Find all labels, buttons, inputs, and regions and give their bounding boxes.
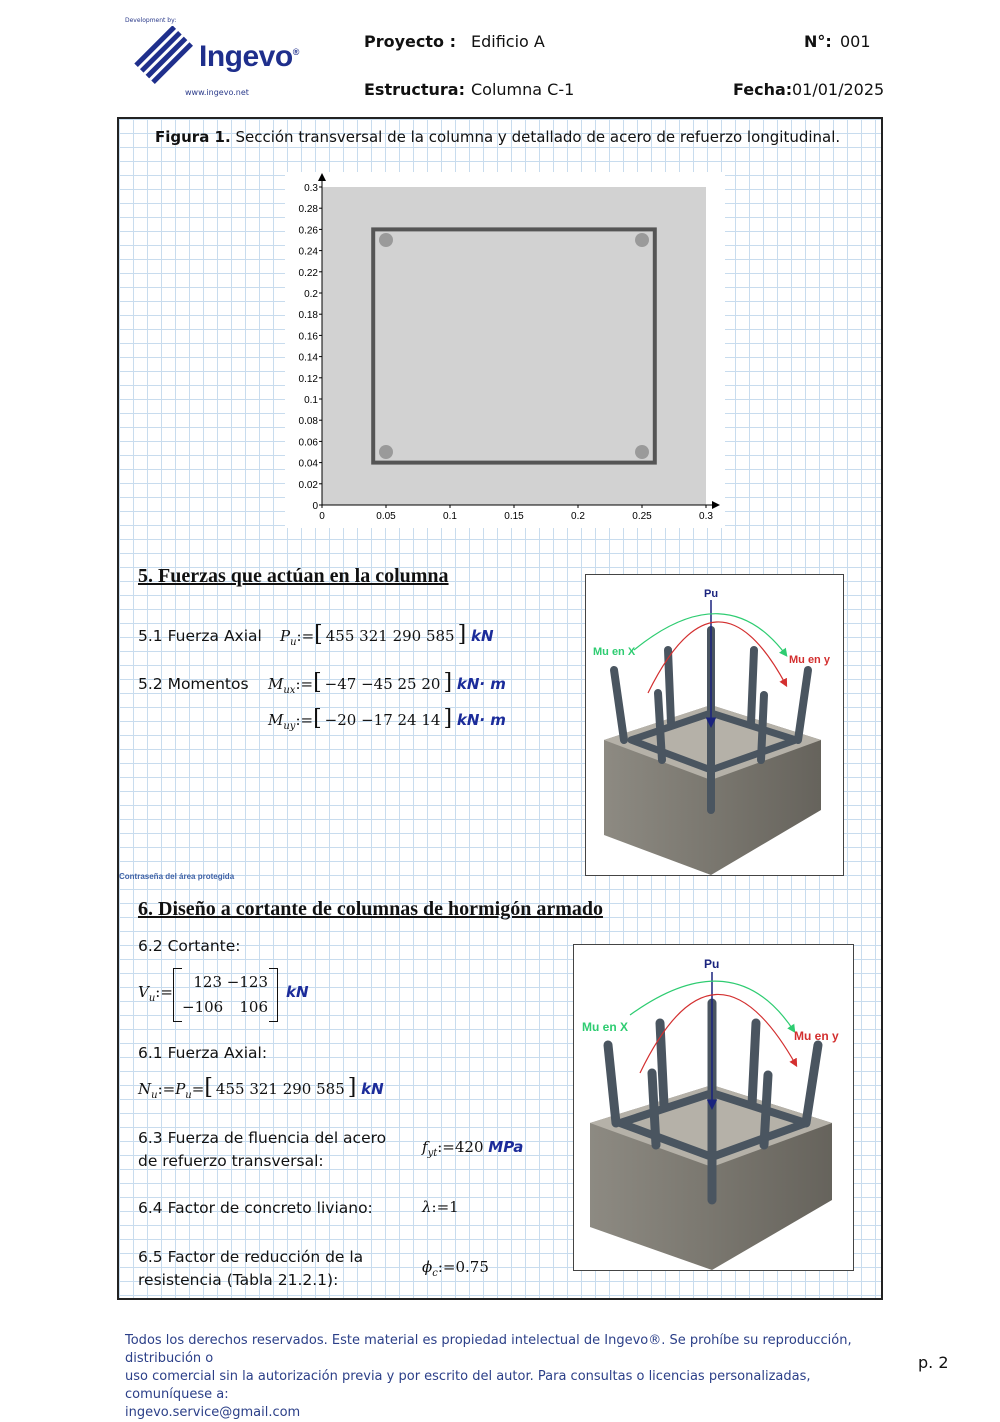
rebar-point-2: [635, 233, 649, 247]
concrete-section: [322, 187, 706, 505]
copyright-notice: Todos los derechos reservados. Este material es propiedad intelectual de Ingevo®. Se prohíbe su reproducción, distribución o uso comercial sin la autorización previa y por escrito del autor. Para consultas o licencias personalizadas, comuníquese a: ingevo.service@gmail.com: [125, 1332, 895, 1422]
fyt-equation: $f_{yt}:=420$ MPa: [422, 1138, 524, 1159]
x-tick-label: 0.25: [632, 511, 652, 522]
date-value: 01/01/2025: [792, 80, 885, 99]
website-link[interactable]: www.ingevo.net: [185, 88, 249, 97]
figure-caption: Figura 1. Sección transversal de la columna y detallado de acero de refuerzo longitudinal.: [155, 128, 841, 146]
y-tick-label: 0.08: [298, 416, 318, 428]
column-load-illustration: [585, 574, 844, 876]
nu-equation: $N_u:=P_u=$[ 455 321 290 585 ] kN: [138, 1075, 384, 1101]
structure-value: Columna C-1: [471, 80, 575, 99]
y-tick-label: 0.3: [304, 183, 318, 194]
number-label: N°:: [804, 32, 832, 51]
rebar-point-4: [635, 445, 649, 459]
lambda-equation: λ:=1: [422, 1198, 459, 1216]
brand-name: Ingevo®: [199, 40, 299, 73]
pu-equation: $P_u:=$[ 455 321 290 585 ] kN: [280, 622, 494, 648]
rebar-point-1: [379, 233, 393, 247]
shear-label: 6.2 Cortante:: [138, 937, 241, 955]
project-value: Edificio A: [471, 32, 545, 51]
mux-label-2: Mu en X: [582, 1020, 629, 1034]
date-label: Fecha:: [733, 80, 793, 99]
x-axis-arrow: [712, 501, 720, 509]
section-5-title: 5. Fuerzas que actúan en la columna: [138, 565, 449, 587]
lambda-label: 6.4 Factor de concreto liviano:: [138, 1199, 373, 1217]
rebar-point-3: [379, 445, 393, 459]
developed-by-label: Development by:: [125, 17, 177, 24]
contact-email[interactable]: ingevo.service@gmail.com: [125, 1405, 301, 1420]
mux-equation: $M_{ux}:=[ -47 -45$ 25 20 ] kN· m: [268, 670, 506, 696]
section-chart: [285, 172, 725, 528]
moments-label: 5.2 Momentos: [138, 675, 249, 693]
axial-force-label: 5.1 Fuerza Axial: [138, 627, 262, 645]
y-tick-label: 0.1: [304, 395, 318, 406]
x-tick-label: 0.05: [376, 511, 396, 522]
x-tick-label: 0.15: [504, 511, 524, 522]
ingevo-logo-icon: [133, 26, 195, 84]
muy-equation: $M_{uy}:=[ -20 -17$ 24 14 ] kN· m: [268, 706, 506, 732]
structure-label: Estructura:: [364, 80, 465, 99]
y-tick-label: 0.04: [298, 458, 318, 470]
y-tick-label: 0: [312, 501, 318, 512]
mux-label: Mu en X: [593, 646, 636, 658]
y-tick-label: 0.24: [298, 246, 318, 258]
y-tick-label: 0.2: [304, 289, 318, 300]
column-load-illustration-2: [573, 944, 854, 1271]
project-label: Proyecto :: [364, 32, 456, 51]
x-tick-label: 0.2: [571, 511, 585, 522]
y-tick-label: 0.18: [298, 310, 318, 322]
phi-equation: $\phi_c:=0.75$: [422, 1258, 489, 1279]
y-tick-label: 0.26: [298, 225, 318, 237]
y-tick-label: 0.28: [298, 204, 318, 216]
muy-label: Mu en y: [789, 654, 830, 666]
y-tick-label: 0.06: [298, 437, 318, 449]
y-tick-label: 0.16: [298, 331, 318, 343]
pu-label-2: Pu: [704, 957, 720, 971]
y-tick-label: 0.02: [298, 479, 318, 491]
y-tick-label: 0.14: [298, 352, 318, 364]
x-tick-label: 0.3: [699, 511, 713, 522]
axial-force-label-6: 6.1 Fuerza Axial:: [138, 1044, 268, 1062]
y-axis-arrow: [318, 173, 326, 181]
section-6-title: 6. Diseño a cortante de columnas de hormigón armado: [138, 898, 603, 920]
y-tick-label: 0.22: [298, 267, 318, 279]
y-tick-label: 0.12: [298, 373, 318, 385]
page-number: p. 2: [918, 1353, 949, 1372]
fyt-label: 6.3 Fuerza de fluencia del acero de refuerzo transversal:: [138, 1129, 387, 1170]
pu-label: Pu: [704, 588, 719, 600]
column-rebar-icon-2: [574, 945, 853, 1270]
x-tick-label: 0: [319, 511, 325, 522]
column-rebar-icon: [586, 575, 843, 875]
x-tick-label: 0.1: [443, 511, 457, 522]
phi-label: 6.5 Factor de reducción de la resistencia (Tabla 21.2.1):: [138, 1248, 364, 1289]
protected-area-note[interactable]: Contraseña del área protegida: [119, 872, 235, 881]
number-value: 001: [840, 32, 871, 51]
muy-label-2: Mu en y: [794, 1029, 839, 1043]
